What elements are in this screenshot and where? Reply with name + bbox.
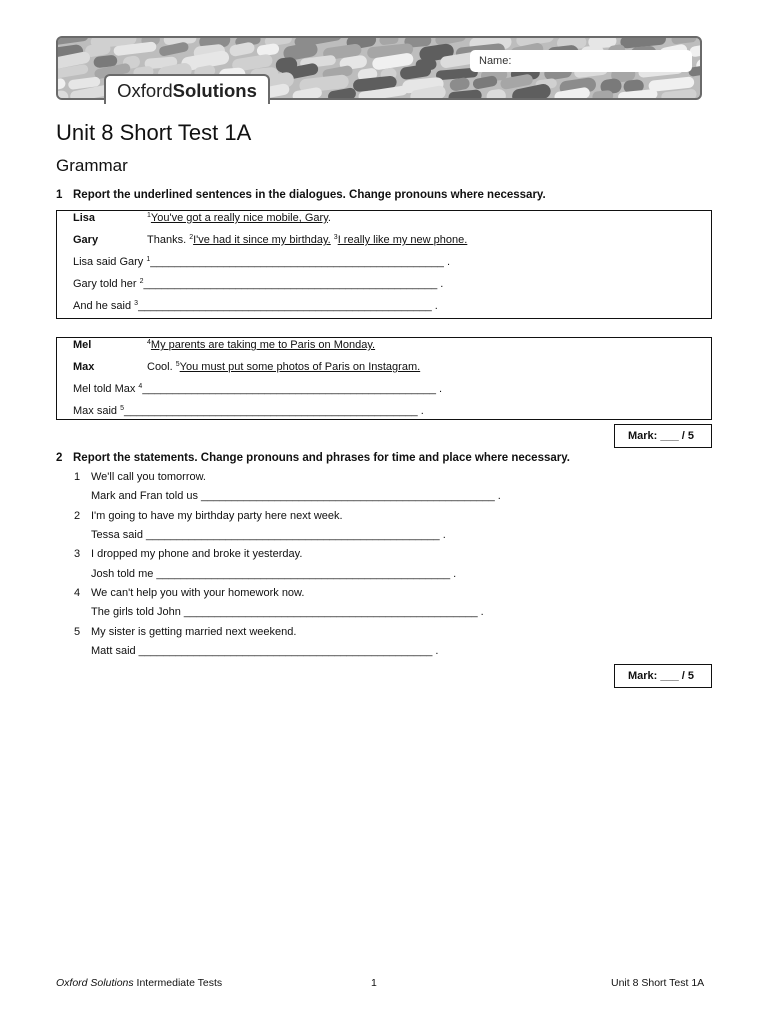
item-number: 4	[74, 587, 81, 599]
exercise-2-instruction: 2 Report the statements. Change pronouns and phrases for time and place where necessary.	[56, 452, 570, 464]
answer-line-4[interactable]: Mel told Max $^4$________________________________________________ .	[73, 383, 443, 395]
answer-line-3[interactable]: And he said $^3$________________________________________________ .	[73, 300, 438, 312]
footer-book-title: Oxford Solutions Intermediate Tests	[56, 977, 223, 989]
footer-test-name: Unit 8 Short Test 1A	[611, 977, 705, 989]
item-number: 1	[74, 471, 81, 483]
answer-line[interactable]: Mark and Fran told us ________________________________________________ .	[91, 490, 501, 502]
section-heading: Grammar	[56, 156, 128, 175]
speaker-lisa: Lisa	[73, 212, 96, 224]
statement: My sister is getting married next weekend.	[91, 626, 297, 638]
footer-page-number: 1	[371, 977, 377, 989]
statement: I'm going to have my birthday party here next week.	[91, 510, 343, 522]
speaker-gary: Gary	[73, 234, 99, 246]
dialogue-line: $^1$You've got a really nice mobile, Gary.	[147, 212, 331, 224]
dialogue-line: $^4$My parents are taking me to Paris on Monday.	[147, 339, 376, 351]
speaker-max: Max	[73, 361, 95, 373]
answer-line-1[interactable]: Lisa said Gary $^1$________________________________________________ .	[73, 256, 451, 268]
statement: I dropped my phone and broke it yesterday.	[91, 548, 303, 560]
answer-line-2[interactable]: Gary told her $^2$________________________________________________ .	[73, 278, 444, 290]
oxford-solutions-logo: OxfordSolutions	[104, 74, 270, 104]
mark-box-1[interactable]: Mark: ___ / 5	[614, 424, 712, 448]
statement: We'll call you tomorrow.	[91, 471, 206, 483]
dialogue-line: Cool. $^5$You must put some photos of Paris on Instagram.	[147, 361, 421, 373]
exercise-1-instruction: 1 Report the underlined sentences in the dialogues. Change pronouns where necessary.	[56, 189, 546, 201]
answer-line[interactable]: The girls told John ________________________________________________ .	[91, 606, 484, 618]
answer-line[interactable]: Josh told me ________________________________________________ .	[91, 568, 457, 580]
speaker-mel: Mel	[73, 339, 92, 351]
answer-line[interactable]: Tessa said ________________________________________________ .	[91, 529, 446, 541]
name-label: Name:	[479, 55, 512, 67]
item-number: 3	[74, 548, 81, 560]
mark-box-2[interactable]: Mark: ___ / 5	[614, 664, 712, 688]
answer-line-5[interactable]: Max said $^5$________________________________________________ .	[73, 405, 424, 417]
answer-line[interactable]: Matt said ________________________________________________ .	[91, 645, 439, 657]
statement: We can't help you with your homework now.	[91, 587, 305, 599]
page-title: Unit 8 Short Test 1A	[56, 120, 252, 145]
name-field[interactable]	[470, 50, 692, 72]
item-number: 2	[74, 510, 81, 522]
item-number: 5	[74, 626, 81, 638]
dialogue-line: Thanks. $^2$I've had it since my birthday. $^3$I really like my new phone.	[147, 234, 468, 246]
